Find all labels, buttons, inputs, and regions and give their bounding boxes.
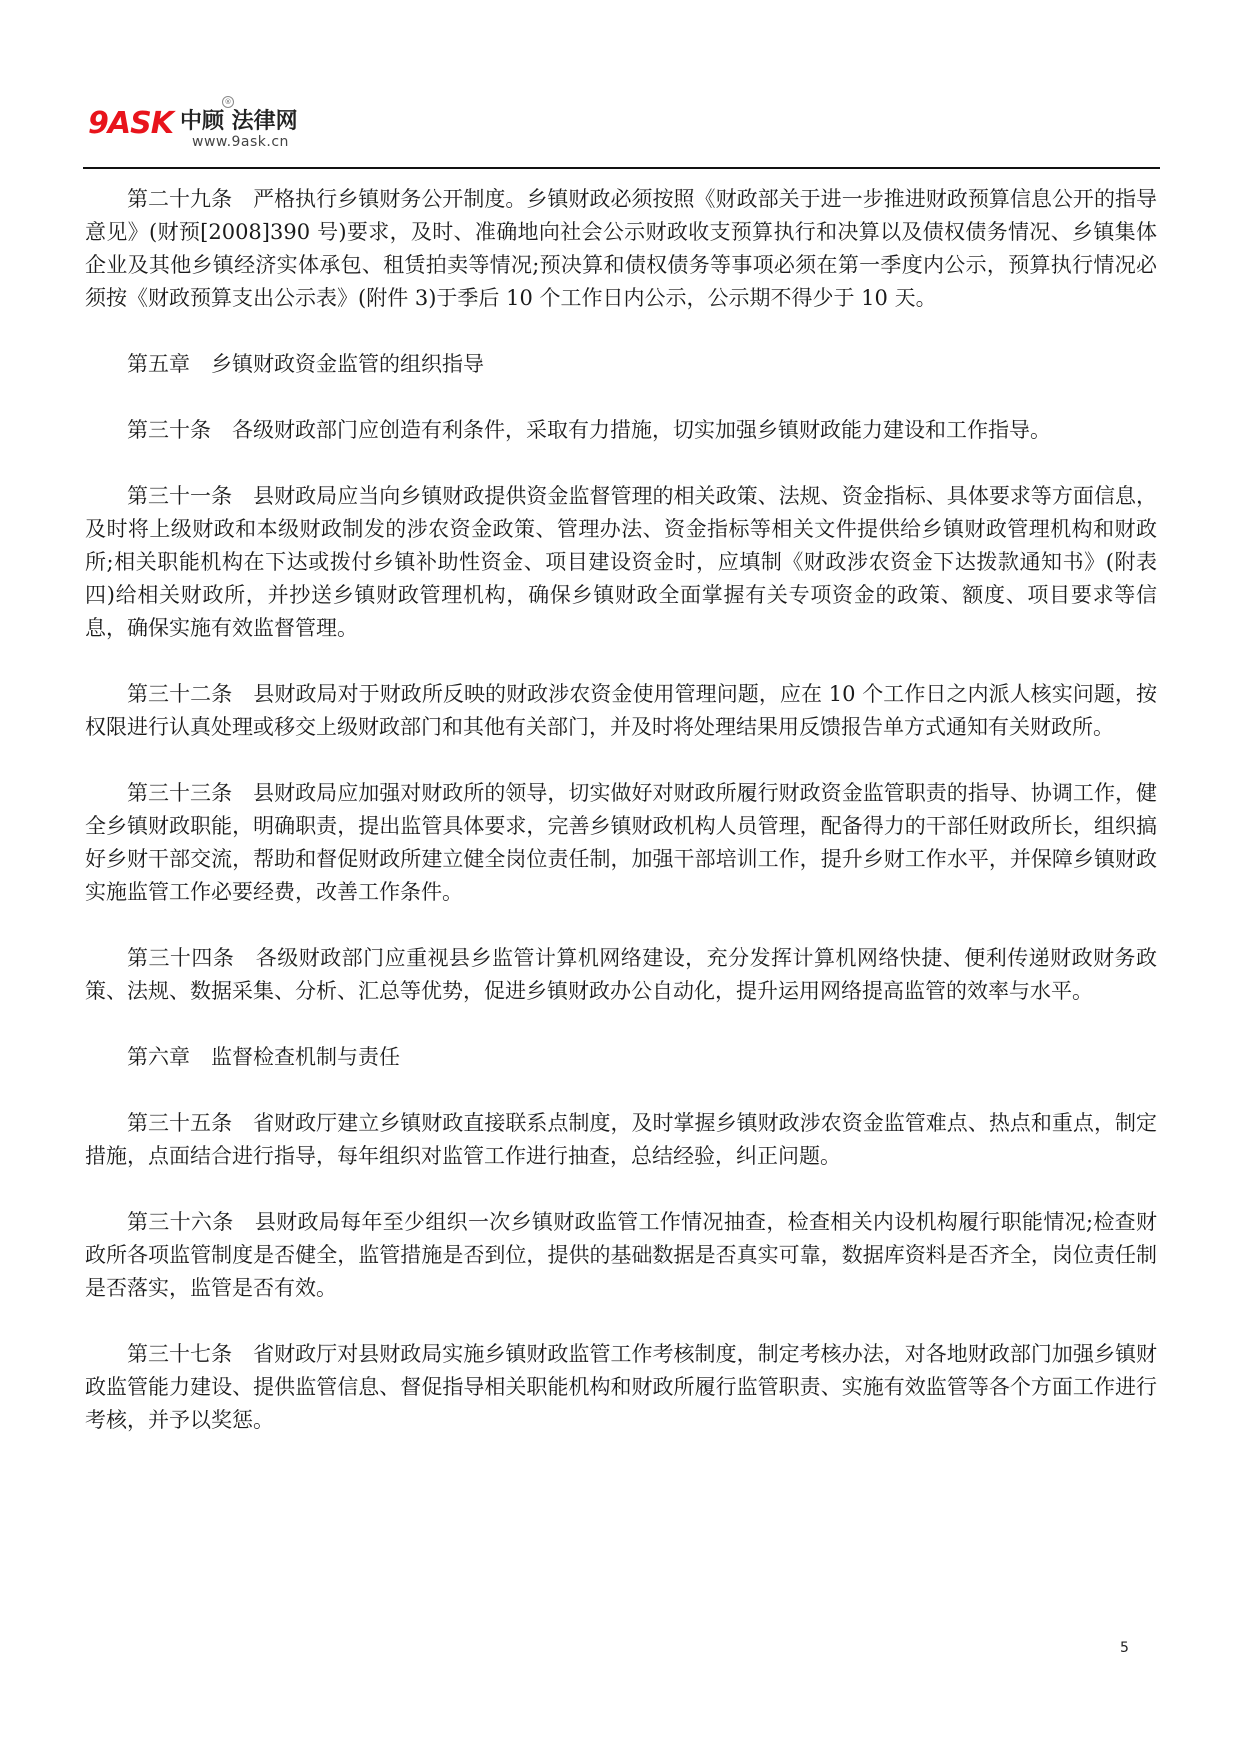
chapter-6-heading: 第六章 监督检查机制与责任	[127, 1045, 400, 1069]
document-body	[85, 183, 1157, 1437]
logo-mark: 9ASK	[88, 106, 173, 141]
site-logo	[88, 96, 328, 158]
chapter-5-heading: 第五章 乡镇财政资金监管的组织指导	[127, 352, 484, 376]
article-35: 第三十五条 省财政厅建立乡镇财政直接联系点制度，及时掌握乡镇财政涉农资金监管难点、热点和重点，制定措施，点面结合进行指导，每年组织对监管工作进行抽查，总结经验，纠正问题。	[85, 1111, 1157, 1168]
article-29: 第二十九条 严格执行乡镇财务公开制度。乡镇财政必须按照《财政部关于进一步推进财政预算信息公开的指导意见》(财预[2008]390 号)要求，及时、准确地向社会公示财政收支预算执行和决算以及债权债务情况、乡镇集体企业及其他乡镇经济实体承包、租赁拍卖等情况;预决算和债权债务等事项必须在第一季度内公示，预算执行情况必须按《财政预算支出公示表》(附件 3)于季后 10 个工作日内公示，公示期不得少于 10 天。	[85, 187, 1157, 310]
article-32: 第三十二条 县财政局对于财政所反映的财政涉农资金使用管理问题，应在 10 个工作日之内派人核实问题，按权限进行认真处理或移交上级财政部门和其他有关部门，并及时将处理结果用反馈报告单方式通知有关财政所。	[85, 682, 1157, 739]
article-34: 第三十四条 各级财政部门应重视县乡监管计算机网络建设，充分发挥计算机网络快捷、便利传递财政财务政策、法规、数据采集、分析、汇总等优势，促进乡镇财政办公自动化，提升运用网络提高监管的效率与水平。	[85, 946, 1157, 1003]
logo-url: www.9ask.cn	[192, 134, 289, 150]
logo-chinese-name: 中顾 法律网	[180, 109, 298, 134]
article-37: 第三十七条 省财政厅对县财政局实施乡镇财政监管工作考核制度，制定考核办法，对各地财政部门加强乡镇财政监管能力建设、提供监管信息、督促指导相关职能机构和财政所履行监管职责、实施有效监管等各个方面工作进行考核，并予以奖惩。	[85, 1342, 1157, 1432]
header-divider	[83, 167, 1160, 169]
article-33: 第三十三条 县财政局应加强对财政所的领导，切实做好对财政所履行财政资金监管职责的指导、协调工作，健全乡镇财政职能，明确职责，提出监管具体要求，完善乡镇财政机构人员管理，配备得力的干部任财政所长，组织搞好乡财干部交流，帮助和督促财政所建立健全岗位责任制，加强干部培训工作，提升乡财工作水平，并保障乡镇财政实施监管工作必要经费，改善工作条件。	[85, 781, 1157, 904]
article-30: 第三十条 各级财政部门应创造有利条件，采取有力措施，切实加强乡镇财政能力建设和工作指导。	[127, 418, 1051, 442]
article-31: 第三十一条 县财政局应当向乡镇财政提供资金监督管理的相关政策、法规、资金指标、具体要求等方面信息，及时将上级财政和本级财政制发的涉农资金政策、管理办法、资金指标等相关文件提供给乡镇财政管理机构和财政所;相关职能机构在下达或拨付乡镇补助性资金、项目建设资金时，应填制《财政涉农资金下达拨款通知书》(附表四)给相关财政所，并抄送乡镇财政管理机构，确保乡镇财政全面掌握有关专项资金的政策、额度、项目要求等信息，确保实施有效监督管理。	[85, 484, 1157, 640]
article-36: 第三十六条 县财政局每年至少组织一次乡镇财政监管工作情况抽查，检查相关内设机构履行职能情况;检查财政所各项监管制度是否健全，监管措施是否到位，提供的基础数据是否真实可靠，数据库资料是否齐全，岗位责任制是否落实，监管是否有效。	[85, 1210, 1157, 1300]
registered-icon: ®	[222, 96, 234, 108]
page-number: 5	[1120, 1640, 1129, 1656]
